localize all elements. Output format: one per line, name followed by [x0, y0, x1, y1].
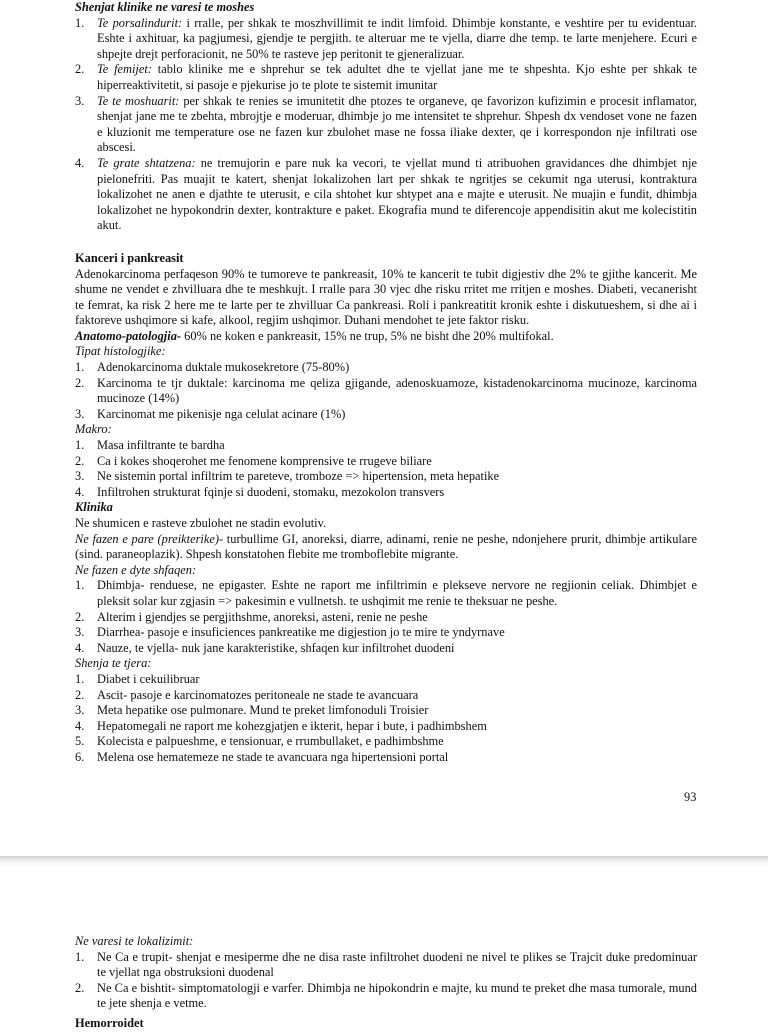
list-item: 3. Diarrhea- pasoje e insuficiences pankreatike me digjestion jo te mire te yndyrnave [75, 625, 505, 640]
list-item: 2. Ascit- pasoje e karcinomatozes peritoneale ne stade te avancuara [75, 687, 419, 702]
list-item: 1. Te porsalindurit: i rralle, per shkak te moszhvillimit te indit limfoid. Dhimbje konstante, e veshtire per tu evidentuar. Eshte i axhituar, ka pagjumesi, gjendje te pergjith. te alteruar me te vjella, diarre dhe temp. te larte menjehere. Ecuri e shpejte drejt perforacionit, ne 50% te rasteve jep peritonit te gjeneralizuar. [75, 15, 697, 61]
other-signs-list [75, 672, 697, 766]
list-item: 4. Te grate shtatzena: ne tremujorin e pare nuk ka vecori, te vjellat mund ti atribuohen gravidances dhe dhimbjet nje pielonefriti. Pas muajit te katert, shenjat lokalizohen lart per shkak te ngritjes se cekumit nga uterusi, kontraktura lokalizohet ne anen e djathte te uterusit, e cila shtohet kur shtypet ana e majte e uterusit. Ne muajin e fundit, dhimbja lokalizohet ne hypokondrin dexter, kontrakture e paket. Ekografia mund te diferencoje appendisitin akut me kolecistitin akut. [75, 155, 697, 233]
klinika-paragraph: Ne shumicen e rasteve zbulohet ne stadin evolutiv. [75, 516, 327, 530]
section-title-clinical-signs: Shenjat klinike ne varesi te moshes [75, 0, 255, 14]
list-item: 1. Adenokarcinoma duktale mukosekretore (75-80%) [75, 360, 350, 375]
age-signs-list [75, 16, 697, 234]
list-item: 4. Infiltrohen strukturat fqinje si duodeni, stomaku, mezokolon transvers [75, 484, 445, 499]
histology-label: Tipat histologjike: [75, 344, 166, 359]
anatomo-paragraph: Anatomo-patologjia- 60% ne koken e pankreasit, 15% ne trup, 5% ne bisht dhe 20% multifokal. [75, 328, 554, 343]
list-item: 1. Dhimbja- renduese, ne epigaster. Eshte ne raport me infiltrimin e plekseve nervore ne regjionin celiak. Dhimbjet e pleksit solar kur zgjasin => pakesimin e vullnetsh. te ushqimit me renie te theksuar ne peshe. [75, 578, 697, 608]
list-item: 3. Meta hepatike ose pulmonare. Mund te preket limfonoduli Troisier [75, 703, 429, 718]
histology-list [75, 360, 697, 422]
page-content [75, 0, 697, 766]
page-separator [0, 856, 768, 866]
list-item: 2. Ca i kokes shoqerohet me fenomene komprensive te rrugeve biliare [75, 453, 432, 468]
list-item: 1. Diabet i cekuilibruar [75, 671, 200, 686]
list-item: 6. Melena ose hematemeze ne stade te avancuara nga hipertensioni portal [75, 749, 449, 764]
intro-paragraph: Adenokarcinoma perfaqeson 90% te tumoreve te pankreasit, 10% te kancerit te tubit digjestiv dhe 2% te gjithe kancerit. Me shume ne vendet e zhvilluara dhe te meshkujt. I rralle para 30 vjec dhe risku rritet me rritjen e moshes. Diabeti, vecanerisht te femrat, ka risk 2 here me te larte per te zhvilluar Ca pankreasi. Roli i pankreatitit kronik eshte i diskutueshem, si dhe ai i faktoreve ushqimore si kafe, alkool, regjim ushqimor. Duhani mendohet te jete faktor risku. [75, 266, 697, 328]
makro-label: Makro: [75, 422, 112, 437]
list-item: 2. Karcinoma te tjr duktale: karcinoma me qeliza gjigande, adenoskuamoze, kistadenokarcinoma mucinoze, karcinoma mucinoze (14%) [75, 375, 697, 406]
first-phase-paragraph: Ne fazen e pare (preikterike)- turbullime GI, anoreksi, diarre, adinami, renie ne peshe, ndonjehere prurit, dhimbje artikulare (sind. paraneoplazik). Shpesh konstatohen flebite me tromboflebite migrante. [75, 531, 697, 562]
list-item: 5. Kolecista e palpueshme, e tensionuar, e rrumbullaket, e padhimbshme [75, 734, 444, 749]
list-item: 1. Ne Ca e trupit- shenjat e mesiperme dhe ne disa raste infiltrohet duodeni ne nivel te plikes se Trajcit duke predominuar te vjellat nga obstruksioni duodenal [75, 949, 697, 980]
localization-label: Ne varesi te lokalizimit: [75, 934, 194, 948]
page-94 [0, 866, 768, 1024]
localization-list [75, 950, 697, 1012]
list-item: 2. Te femijet: tablo klinike me e shprehur se tek adultet dhe te vjellat jane me te shpeshta. Kjo eshte per shkak te hiperreaktivitetit, si pasoje e pjekurise jo te plote te sistemit imunitar [75, 62, 697, 92]
list-item: 2. Alterim i gjendjes se pergjithshme, anoreksi, asteni, renie ne peshe [75, 609, 428, 624]
list-item: 3. Karcinomat me pikenisje nga celulat acinare (1%) [75, 406, 346, 421]
makro-list [75, 438, 697, 500]
list-item: 2. Ne Ca e bishtit- simptomatologji e varfer. Dhimbja ne hipokondrin e majte, ku mund te preket dhe masa tumorale, mund te jete shenja e vetme. [75, 980, 697, 1011]
klinika-label: Klinika [75, 500, 113, 515]
section-title-hemorrhoids: Hemorroidet [75, 1016, 144, 1030]
page-content [75, 934, 697, 1012]
list-item: 4. Hepatomegali ne raport me kohezgjatjen e ikterit, hepar i bute, i padhimbshem [75, 718, 487, 733]
other-signs-label: Shenja te tjera: [75, 656, 152, 671]
list-item: 3. Ne sistemin portal infiltrim te pareteve, tromboze => hipertension, meta hepatike [75, 469, 500, 484]
section-title-pancreatic-cancer: Kanceri i pankreasit [75, 250, 184, 265]
page-number: 93 [684, 790, 697, 804]
list-item: 1. Masa infiltrante te bardha [75, 438, 225, 453]
list-item: 3. Te te moshuarit: per shkak te renies se imunitetit dhe ptozes te organeve, qe favorizon kufizimin e procesit inflamator, shenjat jane me te zbehta, mbrojtje e moderuar, dhimbje jo me intensitet te shprehur. Shpesh dx vendoset vone ne fazen e kluzionit me temperature ose ne fazen kur zbulohet mase ne fossa iliake dexter, qe i korrespondon nje infiltrati ose abscesi. [75, 93, 697, 155]
list-item: 4. Nauze, te vjella- nuk jane karakteristike, shfaqen kur infiltrohet duodeni [75, 640, 455, 655]
second-phase-label: Ne fazen e dyte shfaqen: [75, 562, 197, 577]
second-phase-list [75, 578, 697, 656]
